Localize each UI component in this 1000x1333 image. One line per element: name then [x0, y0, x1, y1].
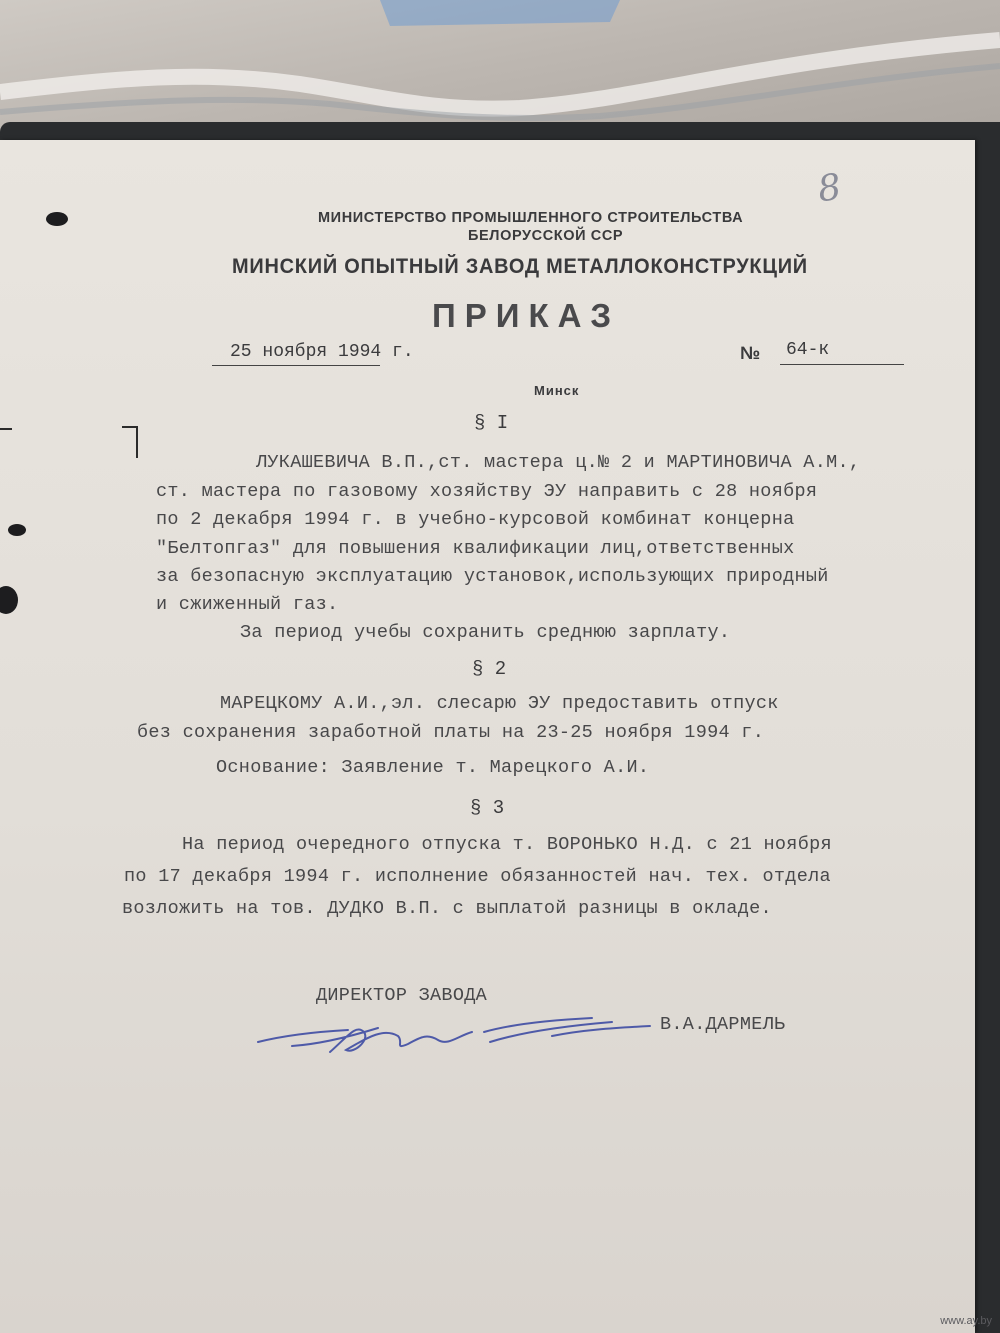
- handwritten-signature: [252, 1006, 672, 1066]
- corner-mark: [122, 426, 138, 458]
- section-text-line: по 17 декабря 1994 г. исполнение обязанностей нач. тех. отдела: [124, 866, 831, 887]
- punch-hole: [8, 524, 26, 536]
- fold-mark: [0, 428, 12, 430]
- section-text-line: возложить на тов. ДУДКО В.П. с выплатой разницы в окладе.: [122, 898, 772, 919]
- order-date: 25 ноября 1994 г.: [230, 342, 414, 362]
- section-text-line: без сохранения заработной платы на 23-25 ноября 1994 г.: [137, 722, 765, 743]
- signer-position: ДИРЕКТОР ЗАВОДА: [316, 985, 488, 1006]
- section-heading: § I: [474, 412, 509, 434]
- section-text-line: по 2 декабря 1994 г. в учебно-курсовой комбинат концерна: [156, 509, 795, 530]
- order-number: 64-к: [786, 340, 830, 360]
- section-text-line: ст. мастера по газовому хозяйству ЭУ направить с 28 ноября: [156, 481, 818, 502]
- section-text-line: и сжиженный газ.: [156, 594, 339, 615]
- section-heading: § 2: [472, 658, 507, 680]
- number-sign: №: [740, 343, 761, 363]
- republic-name: БЕЛОРУССКОЙ ССР: [468, 228, 624, 244]
- section-text-line: Основание: Заявление т. Марецкого А.И.: [216, 757, 650, 778]
- punch-hole: [46, 212, 68, 226]
- number-underline: [780, 364, 904, 365]
- section-text-line: "Белтопгаз" для повышения квалификации лиц,ответственных: [156, 538, 795, 559]
- ministry-name: МИНИСТЕРСТВО ПРОМЫШЛЕННОГО СТРОИТЕЛЬСТВА: [318, 210, 744, 226]
- section-text-line: за безопасную эксплуатацию установок,использующих природный: [156, 566, 829, 587]
- section-heading: § 3: [470, 797, 505, 819]
- signer-name: В.А.ДАРМЕЛЬ: [660, 1014, 786, 1035]
- section-text-line: На период очередного отпуска т. ВОРОНЬКО Н.Д. с 21 ноября: [182, 834, 832, 855]
- section-text-line: За период учебы сохранить среднюю зарплату.: [240, 622, 731, 643]
- section-text-line: МАРЕЦКОМУ А.И.,эл. слесарю ЭУ предоставить отпуск: [220, 693, 779, 714]
- watermark: www.ay.by: [940, 1315, 992, 1327]
- document-title: ПРИКАЗ: [432, 297, 621, 334]
- order-city: Минск: [534, 383, 580, 398]
- section-text-line: ЛУКАШЕВИЧА В.П.,ст. мастера ц.№ 2 и МАРТИНОВИЧА А.М.,: [256, 452, 861, 473]
- handwritten-page-number: 8: [815, 166, 844, 211]
- date-underline: [212, 365, 380, 366]
- plant-name: МИНСКИЙ ОПЫТНЫЙ ЗАВОД МЕТАЛЛОКОНСТРУКЦИЙ: [232, 255, 808, 278]
